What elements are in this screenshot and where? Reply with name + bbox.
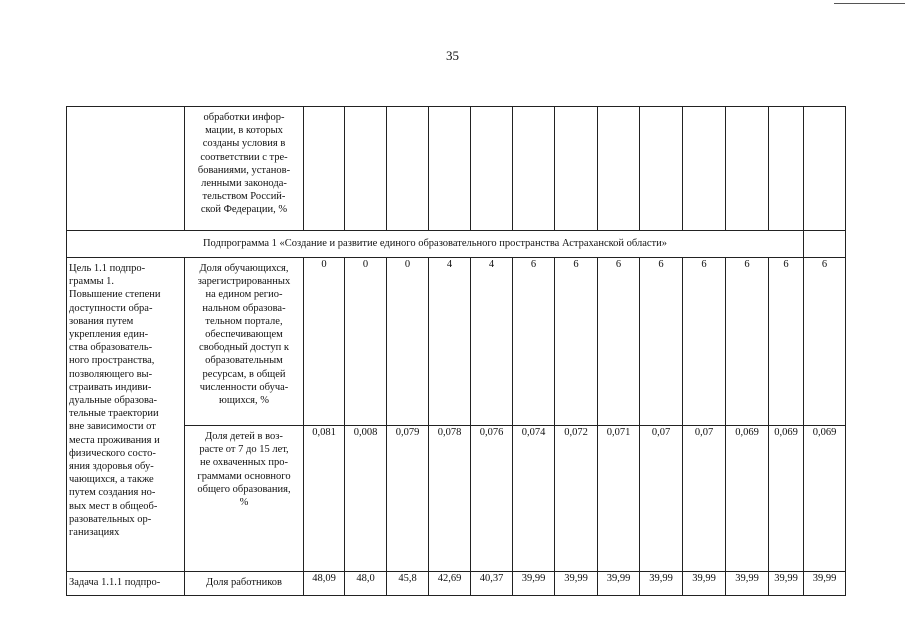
goal-cell xyxy=(67,258,185,572)
value-cell: 6 xyxy=(598,258,640,426)
value-cell: 45,8 xyxy=(387,572,429,596)
task-label: Задача 1.1.1 подпро- xyxy=(69,577,161,588)
value-cell: 0,079 xyxy=(387,426,429,572)
value-cell xyxy=(598,107,640,231)
indicator-cell xyxy=(185,258,304,426)
indicator-cell xyxy=(185,426,304,572)
value-cell: 0,078 xyxy=(429,426,471,572)
indicator-cell xyxy=(185,572,304,596)
value-cell: 48,0 xyxy=(345,572,387,596)
value-cell: 0,081 xyxy=(304,426,345,572)
value-cell: 0,069 xyxy=(769,426,804,572)
value-cell xyxy=(429,107,471,231)
value-cell: 39,99 xyxy=(640,572,683,596)
task-cell xyxy=(67,572,185,596)
value-cell xyxy=(345,107,387,231)
value-cell xyxy=(387,107,429,231)
table-row xyxy=(67,107,846,231)
value-cell: 0,076 xyxy=(471,426,513,572)
value-cell: 0,071 xyxy=(598,426,640,572)
value-cell: 0,074 xyxy=(513,426,555,572)
value-cell: 0 xyxy=(304,258,345,426)
value-cell: 48,09 xyxy=(304,572,345,596)
value-cell xyxy=(804,107,846,231)
value-cell: 6 xyxy=(640,258,683,426)
value-cell: 0,07 xyxy=(640,426,683,572)
value-cell: 39,99 xyxy=(555,572,598,596)
value-cell: 39,99 xyxy=(726,572,769,596)
value-cell xyxy=(804,231,846,258)
value-cell: 42,69 xyxy=(429,572,471,596)
indicator-text: Доля обучающихся, зарегистрированных на едином регио- нальном образова- тельном портале, обеспечивающем свободный доступ к образовательным ресурсам, в общей численности обуча- ющихся, % xyxy=(197,263,291,407)
value-cell: 6 xyxy=(513,258,555,426)
value-cell: 0,008 xyxy=(345,426,387,572)
value-cell: 39,99 xyxy=(804,572,846,596)
value-cell: 39,99 xyxy=(769,572,804,596)
value-cell: 0,07 xyxy=(683,426,726,572)
value-cell xyxy=(683,107,726,231)
value-cell xyxy=(640,107,683,231)
value-cell: 6 xyxy=(726,258,769,426)
value-cell: 6 xyxy=(555,258,598,426)
value-cell xyxy=(304,107,345,231)
table-row xyxy=(67,572,846,596)
value-cell: 0 xyxy=(387,258,429,426)
corner-rule xyxy=(834,3,905,4)
value-cell: 39,99 xyxy=(683,572,726,596)
value-cell: 39,99 xyxy=(598,572,640,596)
value-cell: 0,072 xyxy=(555,426,598,572)
value-cell: 0,069 xyxy=(804,426,846,572)
value-cell xyxy=(513,107,555,231)
value-cell: 6 xyxy=(804,258,846,426)
indicator-cell xyxy=(185,107,304,231)
value-cell: 4 xyxy=(471,258,513,426)
value-cell xyxy=(769,107,804,231)
value-cell: 40,37 xyxy=(471,572,513,596)
indicator-text: обработки инфор- мации, в которых созданы условия в соответствии с тре- бованиями, установ- ленными законода- тельством Россий- ской Федерации, % xyxy=(197,112,291,216)
value-cell: 39,99 xyxy=(513,572,555,596)
indicator-text: Доля детей в воз- расте от 7 до 15 лет, не охваченных про- граммами основного общего образования, % xyxy=(197,431,291,509)
value-cell xyxy=(471,107,513,231)
page-number: 35 xyxy=(446,48,459,63)
value-cell xyxy=(726,107,769,231)
subprogram-title: Подпрограмма 1 «Создание и развитие единого образовательного пространства Астраханской области» xyxy=(67,231,804,258)
goal-text: Цель 1.1 подпро- граммы 1. Повышение степени доступности обра- зования путем укрепления един- ства образователь- ного пространства, позволяющего вы- страивать индиви- дуальные образова- тельные траектории вне зависимости от места проживания и физического состо- яния здоровья обу- чающихся, а также путем создания но- вых мест в общеоб- разовательных ор- ганизациях xyxy=(69,263,161,539)
value-cell: 6 xyxy=(769,258,804,426)
goal-cell-empty xyxy=(67,107,185,231)
indicator-text: Доля работников xyxy=(206,577,282,588)
value-cell: 4 xyxy=(429,258,471,426)
value-cell: 6 xyxy=(683,258,726,426)
indicators-table xyxy=(66,106,846,596)
subprogram-row xyxy=(67,231,846,258)
table-row xyxy=(67,258,846,426)
value-cell xyxy=(555,107,598,231)
value-cell: 0 xyxy=(345,258,387,426)
value-cell: 0,069 xyxy=(726,426,769,572)
